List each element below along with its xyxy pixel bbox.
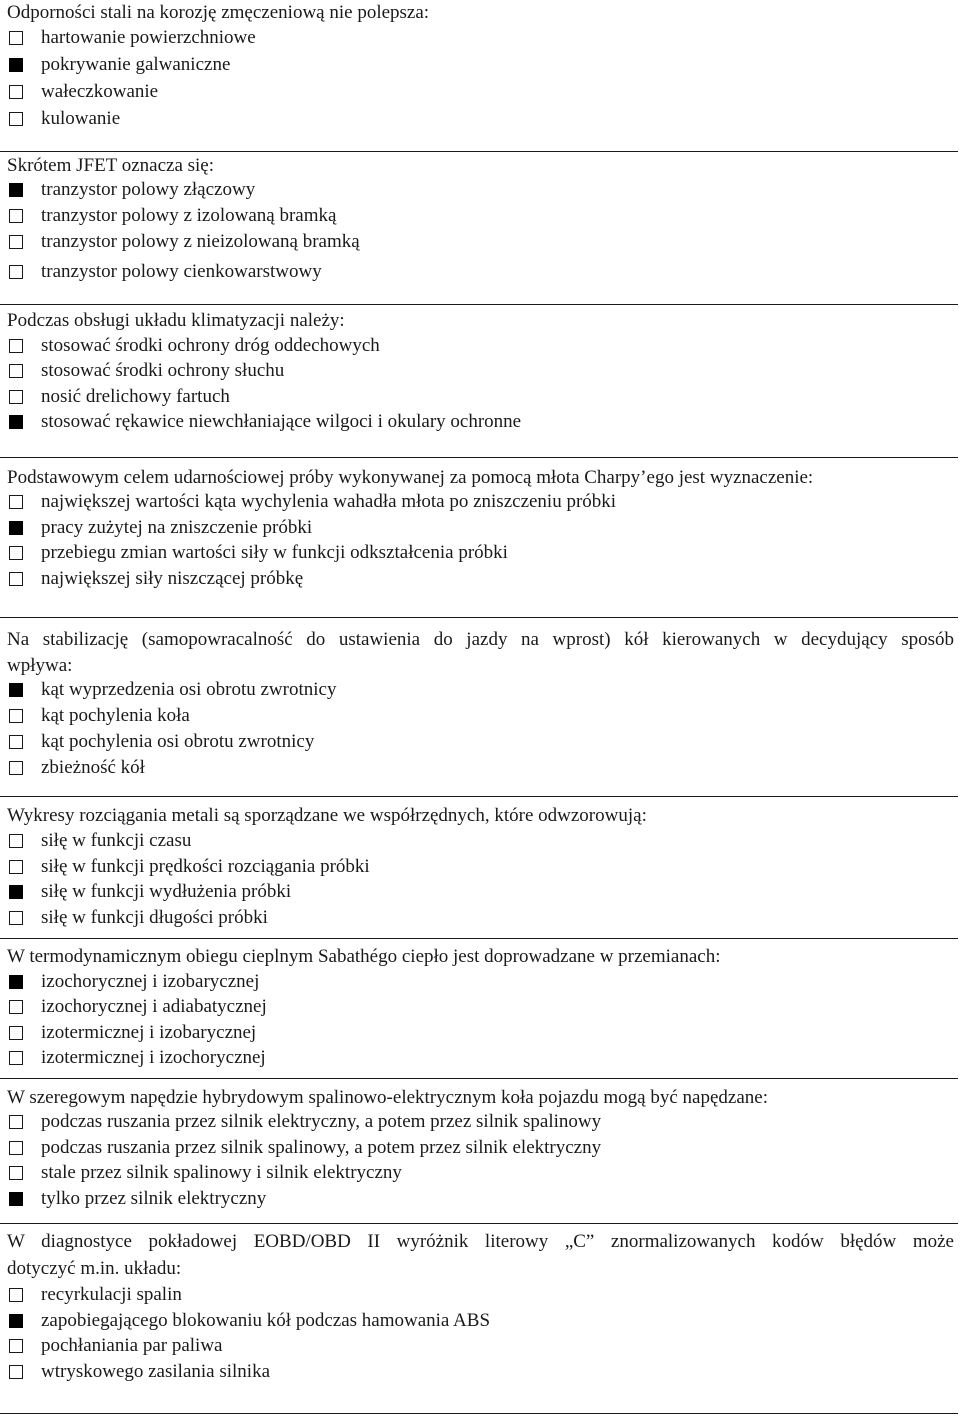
checkbox-empty[interactable] <box>9 112 23 126</box>
checkbox-empty[interactable] <box>9 1365 23 1379</box>
checkbox-empty[interactable] <box>9 235 23 249</box>
option-label: zapobiegającego blokowaniu kół podczas hamowania ABS <box>41 1310 491 1331</box>
checkbox-empty[interactable] <box>9 1166 23 1180</box>
option-label: pracy zużytej na zniszczenie próbki <box>41 517 313 538</box>
option-label: siłę w funkcji długości próbki <box>41 907 268 928</box>
option-row[interactable] <box>0 386 950 410</box>
option-label: przebiegu zmian wartości siły w funkcji odkształcenia próbki <box>41 542 508 563</box>
checkbox-filled[interactable] <box>9 183 23 197</box>
option-label: siłę w funkcji czasu <box>41 830 192 851</box>
checkbox-empty[interactable] <box>9 1000 23 1014</box>
option-row[interactable] <box>0 54 950 78</box>
separator-line <box>0 938 958 939</box>
option-row[interactable] <box>0 335 950 359</box>
separator-line <box>0 457 958 458</box>
option-label: tranzystor polowy złączowy <box>41 179 256 200</box>
option-label: podczas ruszania przez silnik elektryczny, a potem przez silnik spalinowy <box>41 1111 602 1132</box>
option-label: izochorycznej i izobarycznej <box>41 971 260 992</box>
option-label: pochłaniania par paliwa <box>41 1335 223 1356</box>
checkbox-empty[interactable] <box>9 572 23 586</box>
option-row[interactable] <box>0 1284 950 1308</box>
checkbox-empty[interactable] <box>9 1051 23 1065</box>
checkbox-empty[interactable] <box>9 364 23 378</box>
option-row[interactable] <box>0 1188 950 1212</box>
option-label: recyrkulacji spalin <box>41 1284 182 1305</box>
option-row[interactable] <box>0 1335 950 1359</box>
question-text-line: dotyczyć m.in. układu: <box>7 1258 182 1279</box>
option-label: stosować środki ochrony słuchu <box>41 360 285 381</box>
checkbox-filled[interactable] <box>9 975 23 989</box>
option-label: siłę w funkcji wydłużenia próbki <box>41 881 292 902</box>
option-label: kąt pochylenia koła <box>41 705 190 726</box>
question-text-line: W diagnostyce pokładowej EOBD/OBD II wyróżnik literowy „C” znormalizowanych kodów błędów może <box>7 1231 954 1252</box>
option-row[interactable] <box>0 360 950 384</box>
question-text: W szeregowym napędzie hybrydowym spalinowo-elektrycznym koła pojazdu mogą być napędzane: <box>7 1087 768 1108</box>
option-label: pokrywanie galwaniczne <box>41 54 231 75</box>
question-text: W termodynamicznym obiegu cieplnym Sabathégo ciepło jest doprowadzane w przemianach: <box>7 946 721 967</box>
option-row[interactable] <box>0 517 950 541</box>
option-row[interactable] <box>0 108 950 132</box>
checkbox-empty[interactable] <box>9 1141 23 1155</box>
option-row[interactable] <box>0 81 950 105</box>
option-row[interactable] <box>0 179 950 203</box>
separator-line <box>0 1078 958 1079</box>
question-text: Skrótem JFET oznacza się: <box>7 155 215 176</box>
option-label: największej wartości kąta wychylenia wahadła młota po zniszczeniu próbki <box>41 491 617 512</box>
option-row[interactable] <box>0 491 950 515</box>
option-label: tylko przez silnik elektryczny <box>41 1188 267 1209</box>
option-label: tranzystor polowy z nieizolowaną bramką <box>41 231 360 252</box>
checkbox-empty[interactable] <box>9 735 23 749</box>
question-text-line: wpływa: <box>7 655 73 676</box>
option-label: izotermicznej i izochorycznej <box>41 1047 266 1068</box>
separator-line <box>0 1413 958 1414</box>
option-row[interactable] <box>0 27 950 51</box>
option-label: stosować środki ochrony dróg oddechowych <box>41 335 380 356</box>
option-row[interactable] <box>0 679 950 703</box>
option-row[interactable] <box>0 542 950 566</box>
option-row[interactable] <box>0 757 950 781</box>
option-label: wałeczkowanie <box>41 81 159 102</box>
option-row[interactable] <box>0 830 950 854</box>
checkbox-empty[interactable] <box>9 339 23 353</box>
question-text: Podczas obsługi układu klimatyzacji należy: <box>7 310 345 331</box>
checkbox-filled[interactable] <box>9 58 23 72</box>
separator-line <box>0 304 958 305</box>
option-label: stosować rękawice niewchłaniające wilgoci i okulary ochronne <box>41 411 522 432</box>
option-row[interactable] <box>0 1111 950 1135</box>
checkbox-filled[interactable] <box>9 415 23 429</box>
question-text: Podstawowym celem udarnościowej próby wykonywanej za pomocą młota Charpy’ego jest wyznaczenie: <box>7 467 814 488</box>
checkbox-empty[interactable] <box>9 1115 23 1129</box>
option-row[interactable] <box>0 705 950 729</box>
option-row[interactable] <box>0 1047 950 1071</box>
option-label: wtryskowego zasilania silnika <box>41 1361 271 1382</box>
checkbox-empty[interactable] <box>9 209 23 223</box>
option-label: podczas ruszania przez silnik spalinowy, a potem przez silnik elektryczny <box>41 1137 602 1158</box>
checkbox-empty[interactable] <box>9 911 23 925</box>
checkbox-empty[interactable] <box>9 390 23 404</box>
option-label: kąt pochylenia osi obrotu zwrotnicy <box>41 731 315 752</box>
checkbox-empty[interactable] <box>9 546 23 560</box>
option-row[interactable] <box>0 231 950 255</box>
checkbox-filled[interactable] <box>9 1314 23 1328</box>
option-row[interactable] <box>0 1162 950 1186</box>
option-label: kąt wyprzedzenia osi obrotu zwrotnicy <box>41 679 337 700</box>
checkbox-empty[interactable] <box>9 834 23 848</box>
option-row[interactable] <box>0 881 950 905</box>
option-row[interactable] <box>0 907 950 931</box>
option-row[interactable] <box>0 856 950 880</box>
option-label: siłę w funkcji prędkości rozciągania próbki <box>41 856 370 877</box>
checkbox-empty[interactable] <box>9 85 23 99</box>
option-label: izochorycznej i adiabatycznej <box>41 996 267 1017</box>
option-label: izotermicznej i izobarycznej <box>41 1022 257 1043</box>
checkbox-empty[interactable] <box>9 860 23 874</box>
option-row[interactable] <box>0 1022 950 1046</box>
option-label: stale przez silnik spalinowy i silnik elektryczny <box>41 1162 402 1183</box>
option-row[interactable] <box>0 1310 950 1334</box>
option-row[interactable] <box>0 261 950 285</box>
option-label: nosić drelichowy fartuch <box>41 386 230 407</box>
checkbox-empty[interactable] <box>9 709 23 723</box>
option-row[interactable] <box>0 996 950 1020</box>
separator-line <box>0 796 958 797</box>
question-text: Odporności stali na korozję zmęczeniową nie polepsza: <box>7 2 430 23</box>
option-label: kulowanie <box>41 108 121 129</box>
checkbox-filled[interactable] <box>9 1192 23 1206</box>
option-row[interactable] <box>0 1137 950 1161</box>
checkbox-empty[interactable] <box>9 1339 23 1353</box>
checkbox-empty[interactable] <box>9 1288 23 1302</box>
option-row[interactable] <box>0 971 950 995</box>
option-label: największej siły niszczącej próbkę <box>41 568 304 589</box>
question-text-line: Na stabilizację (samopowracalność do ustawienia do jazdy na wprost) kół kierowanych w decydujący sposób <box>7 629 954 650</box>
checkbox-empty[interactable] <box>9 495 23 509</box>
separator-line <box>0 1223 958 1224</box>
option-label: zbieżność kół <box>41 757 145 778</box>
option-row[interactable] <box>0 205 950 229</box>
checkbox-filled[interactable] <box>9 683 23 697</box>
checkbox-empty[interactable] <box>9 761 23 775</box>
question-text: Wykresy rozciągania metali są sporządzane we współrzędnych, które odwzorowują: <box>7 805 647 826</box>
option-row[interactable] <box>0 568 950 592</box>
option-row[interactable] <box>0 731 950 755</box>
checkbox-empty[interactable] <box>9 265 23 279</box>
option-row[interactable] <box>0 1361 950 1385</box>
checkbox-filled[interactable] <box>9 521 23 535</box>
option-row[interactable] <box>0 411 950 435</box>
checkbox-filled[interactable] <box>9 885 23 899</box>
separator-line <box>0 617 958 618</box>
checkbox-empty[interactable] <box>9 31 23 45</box>
option-label: tranzystor polowy cienkowarstwowy <box>41 261 322 282</box>
checkbox-empty[interactable] <box>9 1026 23 1040</box>
option-label: tranzystor polowy z izolowaną bramką <box>41 205 337 226</box>
option-label: hartowanie powierzchniowe <box>41 27 256 48</box>
separator-line <box>0 151 958 152</box>
